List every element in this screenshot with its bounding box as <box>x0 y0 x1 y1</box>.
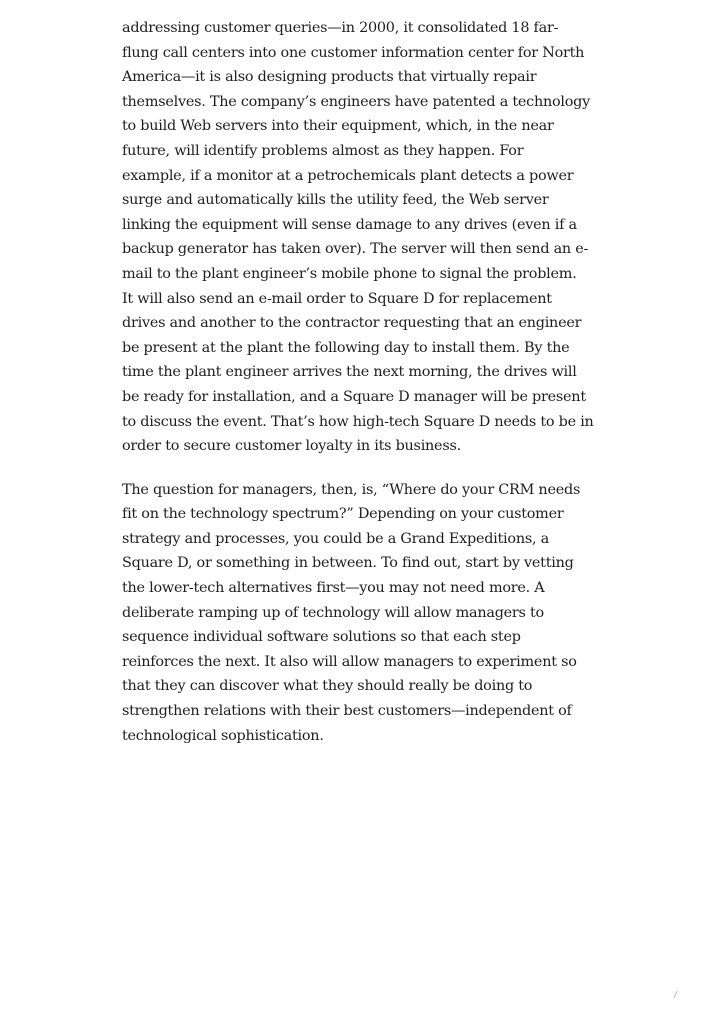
text-line: surge and automatically kills the utility feed, the Web server <box>122 192 549 209</box>
text-line: themselves. The company’s engineers have patented a technology <box>122 93 591 110</box>
text-line: deliberate ramping up of technology will allow managers to <box>122 604 544 621</box>
paragraph-crm-question <box>122 478 604 749</box>
text-line: backup generator has taken over). The server will then send an e- <box>122 241 589 258</box>
text-line: to build Web servers into their equipment, which, in the near <box>122 118 554 135</box>
page-marker: / <box>674 990 677 1001</box>
text-line: example, if a monitor at a petrochemicals plant detects a power <box>122 167 574 184</box>
text-line: the lower-tech alternatives first—you may not need more. A <box>122 580 545 597</box>
text-line: America—it is also designing products that virtually repair <box>122 69 537 86</box>
text-line: technological sophistication. <box>122 727 324 744</box>
text-line: time the plant engineer arrives the next morning, the drives will <box>122 364 577 381</box>
text-line: fit on the technology spectrum?” Depending on your customer <box>122 506 564 523</box>
paragraph-square-d <box>122 16 604 459</box>
text-line: that they can discover what they should really be doing to <box>122 678 533 695</box>
text-line: strengthen relations with their best customers—independent of <box>122 703 572 720</box>
text-line: sequence individual software solutions so that each step <box>122 629 521 646</box>
text-line: Square D, or something in between. To find out, start by vetting <box>122 555 574 572</box>
text-line: flung call centers into one customer information center for North <box>122 44 585 61</box>
text-line: strategy and processes, you could be a Grand Expeditions, a <box>122 530 549 547</box>
text-line: to discuss the event. That’s how high-tech Square D needs to be in <box>122 413 594 430</box>
text-line: be ready for installation, and a Square D manager will be present <box>122 388 586 405</box>
text-line: addressing customer queries—in 2000, it consolidated 18 far- <box>122 20 559 36</box>
text-line: The question for managers, then, is, “Where do your CRM needs <box>122 481 581 498</box>
text-line: linking the equipment will sense damage to any drives (even if a <box>122 216 577 233</box>
text-line: be present at the plant the following day to install them. By the <box>122 339 570 356</box>
text-line: drives and another to the contractor requesting that an engineer <box>122 315 582 332</box>
text-line: It will also send an e-mail order to Square D for replacement <box>122 290 552 307</box>
text-line: mail to the plant engineer’s mobile phone to signal the problem. <box>122 265 577 282</box>
text-line: future, will identify problems almost as they happen. For <box>122 142 524 159</box>
article-body <box>122 16 604 748</box>
text-line: order to secure customer loyalty in its business. <box>122 438 461 455</box>
text-line: reinforces the next. It also will allow managers to experiment so <box>122 653 577 670</box>
